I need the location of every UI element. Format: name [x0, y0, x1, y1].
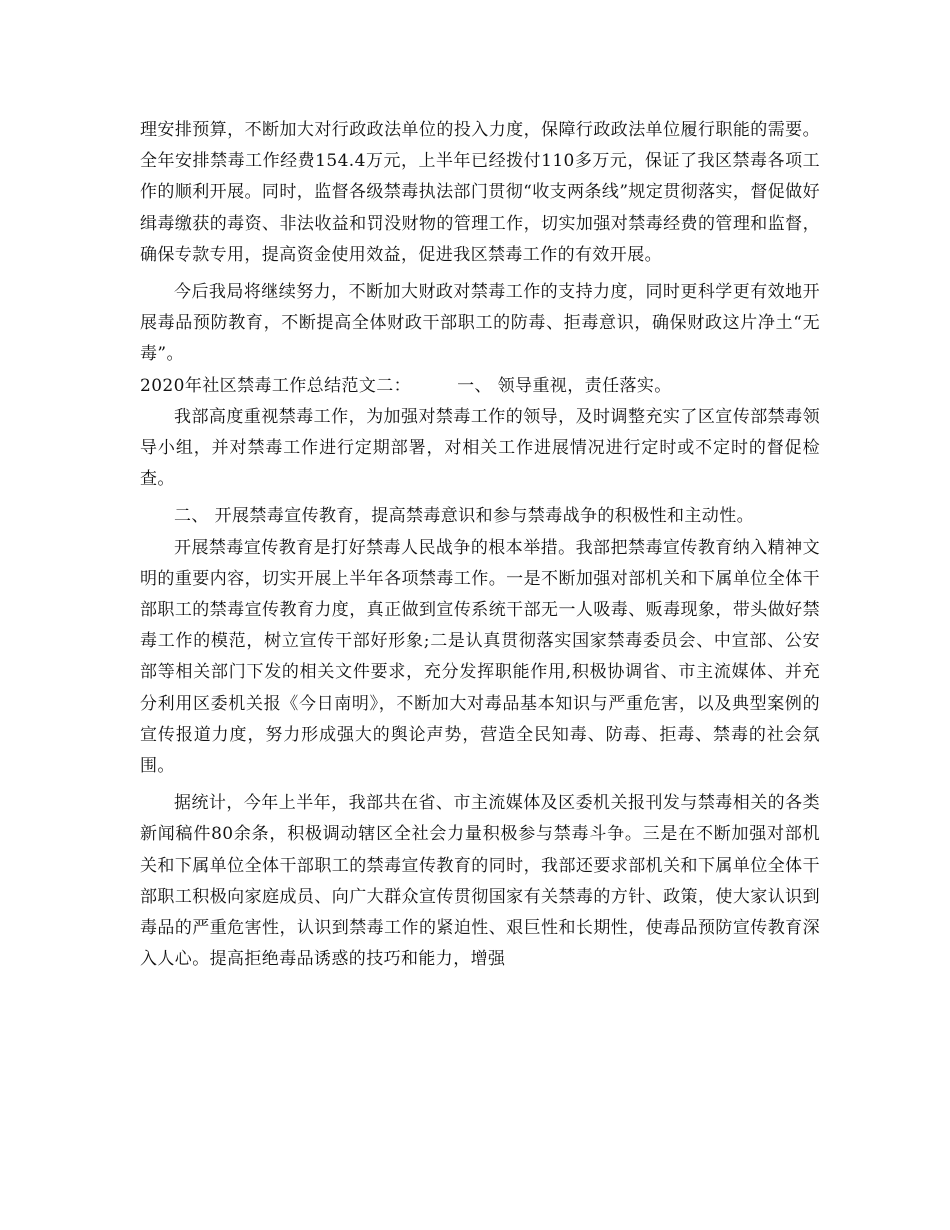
- section-heading-two: 二、 开展禁毒宣传教育，提高禁毒意识和参与禁毒战争的积极性和主动性。: [174, 506, 755, 527]
- document-title: 2020年社区禁毒工作总结范文二：: [140, 375, 412, 396]
- paragraph-budget: 理安排预算，不断加大对行政政法单位的投入力度，保障行政政法单位履行职能的需要。全年安排禁毒工作经费154.4万元，上半年已经拨付110多万元，保证了我区禁毒各项工作的顺利开展。同时，监督各级禁毒执法部门贯彻“收支两条线”规定贯彻落实，督促做好缉毒缴获的毒资、非法收益和罚没财物的管理工作，切实加强对禁毒经费的管理和监督，确保专款专用，提高资金使用效益，促进我区禁毒工作的有效开展。: [140, 120, 820, 265]
- section-title-line: [140, 371, 820, 402]
- paragraph-education: 开展禁毒宣传教育是打好禁毒人民战争的根本举措。我部把禁毒宣传教育纳入精神文明的重要内容，切实开展上半年各项禁毒工作。一是不断加强对部机关和下属单位全体干部职工的禁毒宣传教育力度，真正做到宣传系统干部无一人吸毒、贩毒现象，带头做好禁毒工作的模范，树立宣传干部好形象;二是认真贯彻落实国家禁毒委员会、中宣部、公安部等相关部门下发的相关文件要求，充分发挥职能作用,积极协调省、市主流媒体、并充分利用区委机关报《今日南明》，不断加大对毒品基本知识与严重危害，以及典型案例的宣传报道力度，努力形成强大的舆论声势，营造全民知毒、防毒、拒毒、禁毒的社会氛围。: [140, 537, 820, 777]
- paragraph-future-work: 今后我局将继续努力，不断加大财政对禁毒工作的支持力度，同时更科学更有效地开展毒品预防教育，不断提高全体财政干部职工的防毒、拒毒意识，确保财政这片净土“无毒”。: [140, 282, 820, 365]
- paragraph-leadership: 我部高度重视禁毒工作，为加强对禁毒工作的领导，及时调整充实了区宣传部禁毒领导小组，并对禁毒工作进行定期部署，对相关工作进展情况进行定时或不定时的督促检查。: [140, 406, 820, 490]
- paragraph-statistics: 据统计，今年上半年，我部共在省、市主流媒体及区委机关报刊发与禁毒相关的各类新闻稿件80余条，积极调动辖区全社会力量积极参与禁毒斗争。三是在不断加强对部机关和下属单位全体干部职工的禁毒宣传教育的同时，我部还要求部机关和下属单位全体干部职工积极向家庭成员、向广大群众宣传贯彻国家有关禁毒的方针、政策，使大家认识到毒品的严重危害性，认识到禁毒工作的紧迫性、艰巨性和长期性，使毒品预防宣传教育深入人心。提高拒绝毒品诱惑的技巧和能力，增强: [140, 793, 820, 970]
- section-heading-one: 一、 领导重视，责任落实。: [457, 375, 672, 396]
- document-page: [140, 115, 820, 975]
